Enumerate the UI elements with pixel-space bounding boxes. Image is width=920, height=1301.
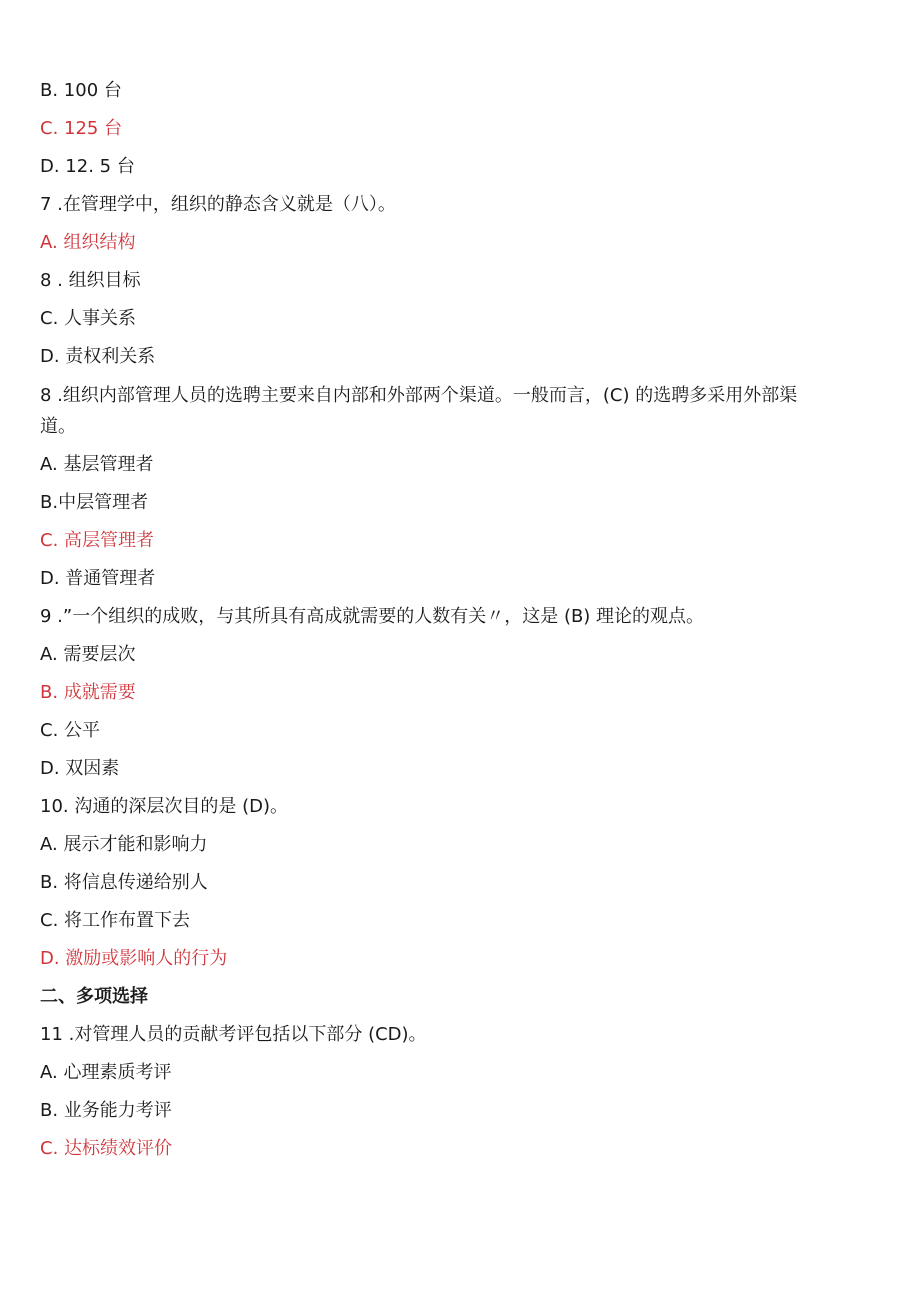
answer-option-line: C. 125 台: [40, 118, 123, 139]
option-line: D. 责权利关系: [40, 346, 156, 367]
option-line: C. 公平: [40, 720, 101, 741]
option-line: D. 普通管理者: [40, 568, 156, 589]
question-line: 10. 沟通的深层次目的是 (D)。: [40, 796, 288, 817]
option-line: D. 双因素: [40, 758, 120, 779]
option-line: B.中层管理者: [40, 492, 149, 513]
option-line: 8 . 组织目标: [40, 270, 141, 291]
option-line: B. 业务能力考评: [40, 1100, 172, 1121]
answer-option-line: C. 达标绩效评价: [40, 1138, 173, 1159]
question-line: 8 .组织内部管理人员的选聘主要来自内部和外部两个渠道。一般而言，(C) 的选聘多采用外部渠道。: [40, 385, 798, 437]
question-line: 11 .对管理人员的贡献考评包括以下部分 (CD)。: [40, 1024, 427, 1045]
option-line: B. 将信息传递给别人: [40, 872, 208, 893]
answer-option-line: B. 成就需要: [40, 682, 136, 703]
question-line: 7 .在管理学中，组织的静态含义就是（八）。: [40, 194, 396, 215]
option-line: B. 100 台: [40, 80, 122, 101]
option-line: A. 需要层次: [40, 644, 136, 665]
question-line: 9 .”一个组织的成败，与其所具有高成就需要的人数有关〃，这是 (B) 理论的观点。: [40, 606, 705, 627]
option-line: C. 人事关系: [40, 308, 137, 329]
section-heading: 二、多项选择: [40, 986, 148, 1007]
option-line: A. 基层管理者: [40, 454, 154, 475]
option-line: C. 将工作布置下去: [40, 910, 191, 931]
answer-option-line: C. 高层管理者: [40, 530, 155, 551]
answer-option-line: D. 激励或影响人的行为: [40, 948, 228, 969]
option-line: A. 展示才能和影响力: [40, 834, 208, 855]
option-line: A. 心理素质考评: [40, 1062, 172, 1083]
answer-option-line: A. 组织结构: [40, 232, 136, 253]
option-line: D. 12. 5 台: [40, 156, 135, 177]
